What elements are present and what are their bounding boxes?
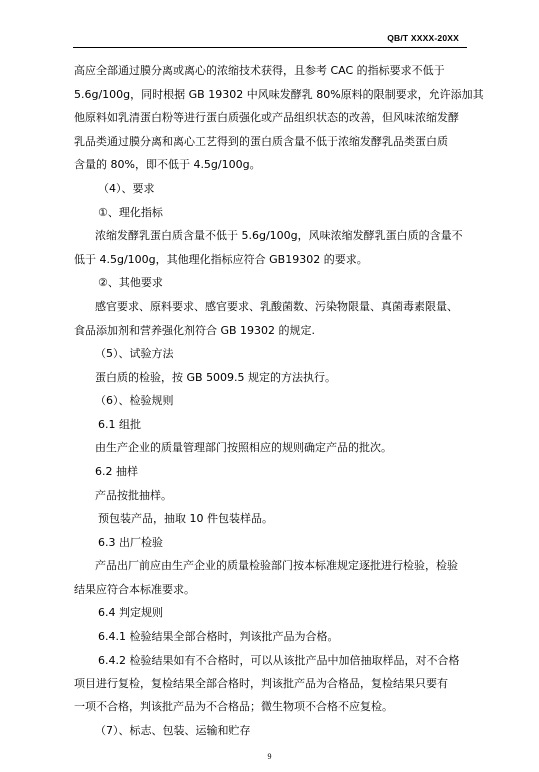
header-rule [73, 47, 467, 48]
section-heading: （5）、试验方法 [95, 347, 174, 360]
subsection-heading: ②、其他要求 [98, 276, 163, 289]
text-line: 5.6g/100g，同时根据 GB 19302 中风味发酵乳 80%原料的限制要求，允许添加其 [74, 88, 484, 101]
text-line: 他原料如乳清蛋白粉等进行蛋白质强化或产品组织状态的改善，但风味浓缩发酵 [74, 111, 459, 124]
text-line: 乳品类通过膜分离和离心工艺得到的蛋白质含量不低于浓缩发酵乳品类蛋白质 [74, 135, 448, 148]
clause-heading: 6.4 判定规则 [98, 606, 163, 619]
text-line: 一项不合格，判该批产品为不合格品；微生物项不合格不应复检。 [74, 700, 393, 713]
text-line: 产品按批抽样。 [95, 489, 172, 502]
section-heading: （4）、要求 [98, 182, 155, 195]
text-line: 项目进行复检，复检结果全部合格时，判该批产品为合格品，复检结果只要有 [74, 677, 448, 690]
text-line: 食品添加剂和营养强化剂符合 GB 19302 的规定. [74, 324, 316, 337]
text-line: 预包装产品，抽取 10 件包装样品。 [98, 512, 273, 525]
text-line: 蛋白质的检验，按 GB 5009.5 规定的方法执行。 [95, 371, 337, 384]
clause-heading: 6.2 抽样 [95, 465, 138, 478]
page-number: 9 [267, 752, 272, 761]
document-code: QB/T XXXX-20XX [387, 33, 459, 43]
text-line: 含量的 80%，即不低于 4.5g/100g。 [74, 158, 261, 171]
text-line: 6.4.1 检验结果全部合格时，判该批产品为合格。 [98, 630, 339, 643]
text-line: 产品出厂前应由生产企业的质量检验部门按本标准规定逐批进行检验，检验 [95, 559, 458, 572]
text-line: 由生产企业的质量管理部门按照相应的规则确定产品的批次。 [95, 441, 392, 454]
section-heading: （7）、标志、包装、运输和贮存 [95, 724, 251, 737]
clause-heading: 6.3 出厂检验 [98, 536, 163, 549]
text-line: 高应全部通过膜分离或离心的浓缩技术获得，且参考 CAC 的指标要求不低于 [74, 64, 445, 77]
subsection-heading: ①、理化指标 [98, 206, 163, 219]
clause-heading: 6.1 组批 [98, 418, 141, 431]
section-heading: （6）、检验规则 [95, 394, 174, 407]
text-line: 结果应符合本标准要求。 [74, 583, 195, 596]
text-line: 6.4.2 检验结果如有不合格时，可以从该批产品中加倍抽取样品，对不合格 [98, 654, 460, 667]
text-line: 浓缩发酵乳蛋白质含量不低于 5.6g/100g，风味浓缩发酵乳蛋白质的含量不 [95, 229, 463, 242]
text-line: 感官要求、原料要求、感官要求、乳酸菌数、污染物限量、真菌毒素限量、 [95, 300, 458, 313]
text-line: 低于 4.5g/100g，其他理化指标应符合 GB19302 的要求。 [74, 253, 368, 266]
